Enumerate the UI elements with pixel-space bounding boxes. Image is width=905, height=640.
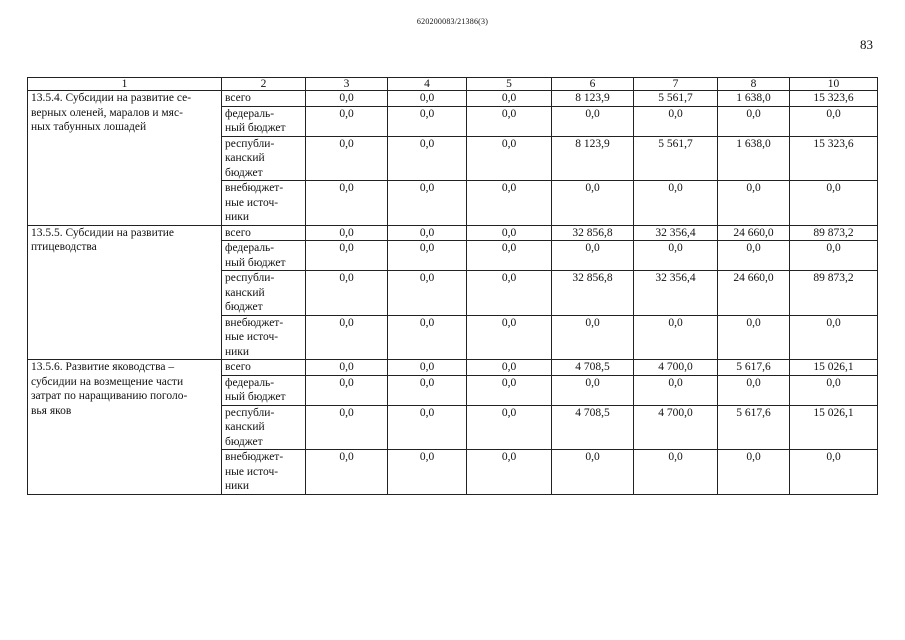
funding-source-line: внебюджет- [225,451,284,463]
value-cell: 0,0 [306,181,388,226]
document-code: 620200083/21386(3) [416,17,489,26]
value-cell: 4 700,0 [634,405,718,450]
value-cell: 5 561,7 [634,91,718,107]
section-title-line: птицеводства [31,241,97,253]
funding-source-line: канский [225,421,265,433]
value-cell: 32 856,8 [552,225,634,241]
value-cell: 0,0 [552,375,634,405]
funding-source [222,181,306,226]
value-cell: 0,0 [790,315,878,360]
value-cell: 5 617,6 [718,405,790,450]
value-cell: 32 856,8 [552,271,634,316]
funding-source-line: ные источ- [225,465,279,478]
value-cell: 0,0 [634,315,718,360]
funding-source-line: всего [225,92,251,104]
funding-source [222,315,306,360]
section-title-line: ных табунных лошадей [31,121,147,133]
funding-source [222,360,306,376]
funding-source-line: ники [225,211,250,223]
value-cell: 0,0 [388,315,467,360]
funding-source-line: федераль- [225,242,275,254]
funding-source-line: ные источ- [225,196,279,209]
value-cell: 4 708,5 [552,360,634,376]
value-cell: 0,0 [552,181,634,226]
value-cell: 0,0 [388,375,467,405]
table-body [28,91,878,495]
value-cell: 0,0 [306,91,388,107]
value-cell: 4 700,0 [634,360,718,376]
value-cell: 0,0 [467,271,552,316]
funding-source-line: бюджет [225,435,263,448]
value-cell: 0,0 [306,375,388,405]
value-cell: 0,0 [306,225,388,241]
value-cell: 0,0 [306,106,388,136]
table-header-row [28,78,878,91]
value-cell: 0,0 [306,315,388,360]
value-cell: 0,0 [718,315,790,360]
value-cell: 89 873,2 [790,225,878,241]
value-cell: 0,0 [467,315,552,360]
section-title-line: 13.5.5. Субсидии на развитие [31,226,175,239]
funding-source-line: ные источ- [225,331,279,343]
value-cell: 0,0 [634,181,718,226]
value-cell: 0,0 [388,136,467,181]
value-cell: 0,0 [718,181,790,226]
page-number: 83 [860,37,873,52]
value-cell: 89 873,2 [790,271,878,316]
value-cell: 0,0 [467,405,552,450]
funding-source [222,225,306,241]
funding-source-line: республи- [225,272,275,284]
value-cell: 0,0 [467,225,552,241]
value-cell: 0,0 [467,91,552,107]
value-cell: 0,0 [790,106,878,136]
section-title [28,91,222,226]
funding-source-line: бюджет [225,166,263,179]
value-cell: 0,0 [306,405,388,450]
value-cell: 0,0 [306,450,388,495]
funding-source-line: республи- [225,406,275,419]
funding-source-line: ный бюджет [225,256,286,269]
section-title [28,225,222,360]
value-cell: 0,0 [718,106,790,136]
funding-source-line: внебюджет- [225,182,284,194]
value-cell: 0,0 [718,450,790,495]
table-row [28,91,878,107]
value-cell: 15 026,1 [790,405,878,450]
value-cell: 0,0 [552,106,634,136]
value-cell: 0,0 [467,181,552,226]
value-cell: 0,0 [388,360,467,376]
value-cell: 0,0 [467,241,552,271]
value-cell: 0,0 [634,106,718,136]
value-cell: 0,0 [388,405,467,450]
funding-source-line: ники [225,480,250,492]
value-cell: 0,0 [388,181,467,226]
value-cell: 0,0 [790,241,878,271]
funding-source [222,375,306,405]
value-cell: 0,0 [718,241,790,271]
value-cell: 0,0 [306,241,388,271]
funding-source-line: федераль- [225,107,275,120]
value-cell: 0,0 [388,271,467,316]
funding-source [222,91,306,107]
value-cell: 0,0 [306,136,388,181]
funding-source [222,450,306,495]
value-cell: 0,0 [388,106,467,136]
value-cell: 8 123,9 [552,91,634,107]
value-cell: 0,0 [467,136,552,181]
column-header: 6 [552,78,634,91]
column-header: 4 [388,78,467,91]
column-header: 5 [467,78,552,91]
value-cell: 0,0 [306,271,388,316]
value-cell: 0,0 [467,450,552,495]
value-cell: 24 660,0 [718,271,790,316]
value-cell: 15 323,6 [790,136,878,181]
value-cell: 1 638,0 [718,91,790,107]
table-row [28,225,878,241]
value-cell: 0,0 [388,91,467,107]
section-title-line: затрат по наращиванию поголо- [31,390,188,402]
value-cell: 32 356,4 [634,225,718,241]
funding-source [222,241,306,271]
value-cell: 0,0 [306,360,388,376]
value-cell: 0,0 [790,375,878,405]
funding-source [222,271,306,316]
value-cell: 5 617,6 [718,360,790,376]
column-header: 3 [306,78,388,91]
value-cell: 0,0 [467,360,552,376]
value-cell: 0,0 [388,225,467,241]
funding-source-line: бюджет [225,301,263,313]
funding-source-line: ники [225,345,250,358]
funding-source-line: ный бюджет [225,122,286,134]
section-title-line: верных оленей, маралов и мяс- [31,106,183,119]
section-title-line: вья яков [31,404,72,417]
funding-source-line: ный бюджет [225,391,286,403]
value-cell: 5 561,7 [634,136,718,181]
value-cell: 0,0 [388,241,467,271]
table-row [28,360,878,376]
funding-source [222,136,306,181]
funding-source [222,106,306,136]
funding-source-line: всего [225,226,251,239]
value-cell: 24 660,0 [718,225,790,241]
funding-source-line: внебюджет- [225,316,284,329]
value-cell: 0,0 [634,375,718,405]
section-title [28,360,222,495]
value-cell: 15 026,1 [790,360,878,376]
column-header: 8 [718,78,790,91]
value-cell: 0,0 [467,375,552,405]
value-cell: 0,0 [552,315,634,360]
funding-source-line: канский [225,286,265,299]
value-cell: 1 638,0 [718,136,790,181]
column-header: 1 [28,78,222,91]
column-header: 10 [790,78,878,91]
funding-source-line: канский [225,152,265,164]
section-title-line: субсидии на возмещение части [31,375,184,388]
funding-source-line: федераль- [225,376,275,389]
value-cell: 0,0 [634,241,718,271]
funding-source [222,405,306,450]
value-cell: 32 356,4 [634,271,718,316]
funding-source-line: всего [225,361,251,373]
budget-table [27,77,878,495]
value-cell: 0,0 [790,450,878,495]
value-cell: 0,0 [552,241,634,271]
column-header: 2 [222,78,306,91]
value-cell: 15 323,6 [790,91,878,107]
column-header: 7 [634,78,718,91]
value-cell: 0,0 [552,450,634,495]
value-cell: 0,0 [388,450,467,495]
section-title-line: 13.5.4. Субсидии на развитие се- [31,92,192,104]
value-cell: 8 123,9 [552,136,634,181]
value-cell: 0,0 [467,106,552,136]
value-cell: 0,0 [634,450,718,495]
funding-source-line: республи- [225,137,275,150]
value-cell: 0,0 [790,181,878,226]
value-cell: 0,0 [718,375,790,405]
section-title-line: 13.5.6. Развитие яководства – [31,361,175,373]
value-cell: 4 708,5 [552,405,634,450]
